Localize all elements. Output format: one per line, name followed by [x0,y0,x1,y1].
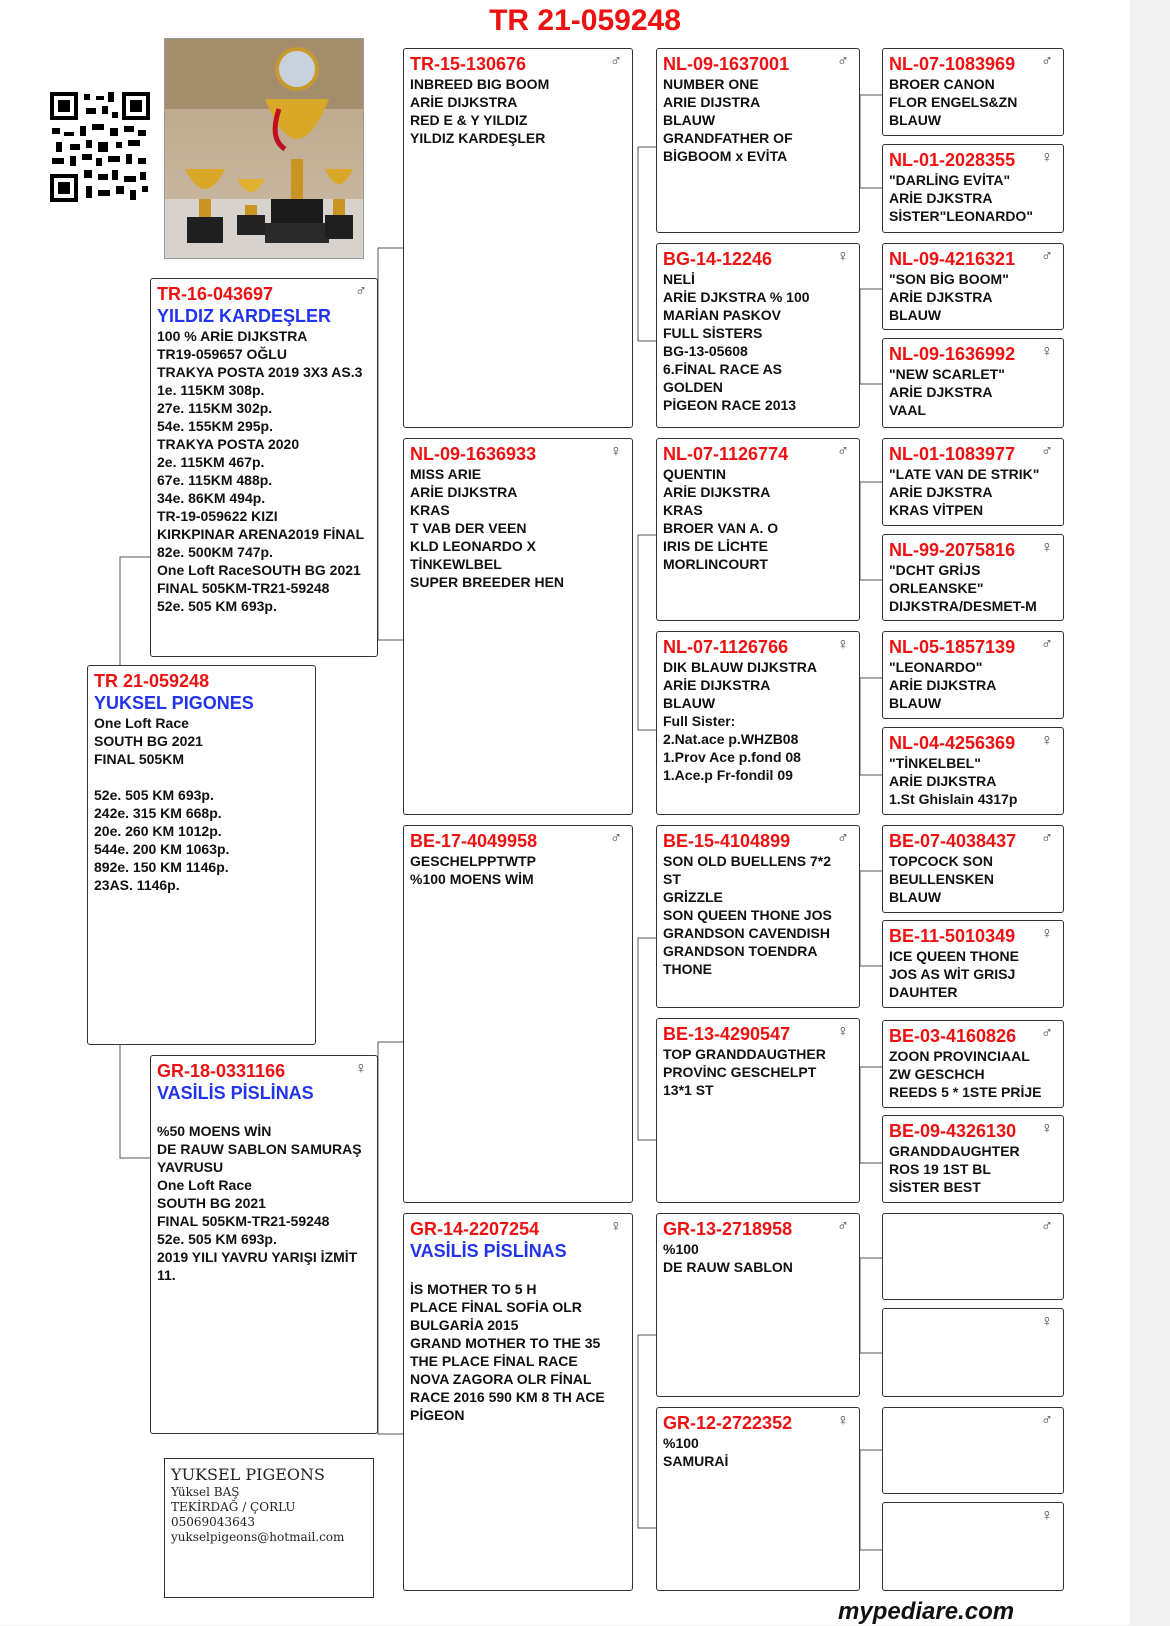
breeder-email[interactable]: yukselpigeons@hotmail.com [171,1530,345,1544]
breeder-name: Yüksel BAŞ [171,1485,240,1499]
pigeon-notes: "DCHT GRİJS ORLEANSKE" DIJKSTRA/DESMET-M [889,562,1037,614]
male-symbol-icon: ♂ [1041,443,1053,460]
pigeon-notes: "NEW SCARLET" ARİE DJKSTRA VAAL [889,366,1005,418]
female-symbol-icon: ♀ [1041,539,1053,556]
pedigree-card-sdd[interactable] [656,631,860,815]
pigeon-notes: MISS ARIE ARİE DIJKSTRA KRAS T VAB DER VEEN KLD LEONARDO X TİNKEWLBEL SUPER BREEDER HEN [410,466,565,590]
ring-number: TR-15-130676 [410,54,527,74]
pigeon-notes: İS MOTHER TO 5 H PLACE FİNAL SOFİA OLR BULGARİA 2015 GRAND MOTHER TO THE 35 THE PLACE FİNAL RACE NOVA ZAGORA OLR FİNAL RACE 2016 590 KM 8 TH ACE PİGEON [410,1281,605,1423]
pigeon-notes: TOPCOCK SON BEULLENSKEN BLAUW [889,853,995,905]
male-symbol-icon: ♂ [837,443,849,460]
pigeon-notes: "LATE VAN DE STRIK" ARİE DJKSTRA KRAS VİTPEN [889,466,1040,518]
pedigree-card-dsd[interactable] [656,1018,860,1203]
pigeon-name: YUKSEL PIGONES [94,693,254,713]
pigeon-notes: 100 % ARİE DIJKSTRA TR19-059657 OĞLU TRAKYA POSTA 2019 3X3 AS.3 1e. 115KM 308p. 27e. 115KM 302p. 54e. 155KM 295p. TRAKYA POSTA 2020 2e. 115KM 467p. 67e. 115KM 488p. 34e. 86KM 494p. TR-19-059622 KIZI KIRKPINAR ARENA2019 FİNAL 82e. 500KM 747p. One Loft RaceSOUTH BG 2021 FINAL 505KM-TR21-59248 52e. 505 KM 693p. [157,328,365,614]
female-symbol-icon: ♀ [1041,1507,1053,1524]
female-symbol-icon: ♀ [610,443,622,460]
female-symbol-icon: ♀ [837,636,849,653]
pedigree-card-ddd[interactable] [656,1407,860,1591]
female-symbol-icon: ♀ [837,248,849,265]
pigeon-notes: NELİ ARİE DJKSTRA % 100 MARİAN PASKOV FULL SİSTERS BG-13-05608 6.FİNAL RACE AS GOLDEN PİGEON RACE 2013 [663,271,810,413]
ring-number: NL-09-1637001 [663,54,790,74]
pedigree-card-dds[interactable] [656,1213,860,1397]
pigeon-notes: GESCHELPPTWTP %100 MOENS WİM [410,853,537,887]
pigeon-notes: ICE QUEEN THONE JOS AS WİT GRISJ DAUHTER [889,948,1019,1000]
ring-number: NL-01-2028355 [889,150,1016,170]
page-title: TR 21-059248 [489,4,681,37]
pedigree-card-g4[interactable] [882,338,1064,428]
male-symbol-icon: ♂ [610,53,622,70]
ring-number: BE-13-4290547 [663,1024,791,1044]
pedigree-card-g16[interactable] [882,1502,1064,1591]
pigeon-notes: "DARLİNG EVİTA" ARİE DJKSTRA SİSTER"LEONARDO" [889,172,1033,224]
pedigree-card-sire-sire[interactable] [403,48,633,428]
female-symbol-icon: ♀ [837,1023,849,1040]
pigeon-notes: BROER CANON FLOR ENGELS&ZN BLAUW [889,76,1018,128]
pigeon-notes: INBREED BIG BOOM ARİE DIJKSTRA RED E & Y YILDIZ YILDIZ KARDEŞLER [410,76,550,146]
female-symbol-icon: ♀ [1041,1120,1053,1137]
breeder-contact-box [164,1458,374,1598]
pedigree-card-g7[interactable] [882,631,1064,719]
male-symbol-icon: ♂ [1041,248,1053,265]
male-symbol-icon: ♂ [1041,1412,1053,1429]
pigeon-notes: One Loft Race SOUTH BG 2021 FINAL 505KM 52e. 505 KM 693p. 242e. 315 KM 668p. 20e. 260 KM 1012p. 544e. 200 KM 1063p. 892e. 150 KM 1146p. 23AS. 1146p. [94,715,230,893]
pigeon-notes: NUMBER ONE ARIE DIJSTRA BLAUW GRANDFATHER OF BİGBOOM x EVİTA [663,76,793,164]
pedigree-card-g12[interactable] [882,1115,1064,1203]
ring-number: NL-09-1636992 [889,344,1016,364]
male-symbol-icon: ♂ [1041,636,1053,653]
female-symbol-icon: ♀ [837,1412,849,1429]
ring-number: NL-05-1857139 [889,637,1016,657]
pedigree-card-g8[interactable] [882,727,1064,815]
footer-watermark: mypediare.com [838,1598,1015,1625]
pedigree-card-g9[interactable] [882,825,1064,913]
pigeon-notes: %100 DE RAUW SABLON [663,1241,793,1275]
male-symbol-icon: ♂ [837,830,849,847]
pedigree-card-dam-sire[interactable] [403,825,633,1203]
ring-number: BE-03-4160826 [889,1026,1017,1046]
female-symbol-icon: ♀ [610,1218,622,1235]
ring-number: NL-07-1083969 [889,54,1016,74]
ring-number: TR-16-043697 [157,284,274,304]
pigeon-notes: %50 MOENS WİN DE RAUW SABLON SAMURAŞ YAVRUSU One Loft Race SOUTH BG 2021 FINAL 505KM-TR21-59248 52e. 505 KM 693p. 2019 YILI YAVRU YARIŞI İZMİT 11. [157,1123,362,1283]
ring-number: BE-09-4326130 [889,1121,1017,1141]
ring-number: NL-01-1083977 [889,444,1016,464]
pigeon-notes: QUENTIN ARİE DIJKSTRA KRAS BROER VAN A. O IRIS DE LİCHTE MORLINCOURT [663,466,779,572]
ring-number: BE-17-4049958 [410,831,538,851]
ring-number: NL-07-1126774 [663,444,789,464]
pigeon-notes: "TİNKELBEL" ARİE DIJKSTRA 1.St Ghislain 4317p [889,755,1018,807]
pedigree-card-g13[interactable] [882,1213,1064,1300]
pedigree-card-g15[interactable] [882,1407,1064,1494]
pigeon-name: YILDIZ KARDEŞLER [157,306,332,326]
pedigree-card-ssd[interactable] [656,243,860,428]
male-symbol-icon: ♂ [610,830,622,847]
pigeon-notes: DIK BLAUW DIJKSTRA ARİE DIJKSTRA BLAUW Full Sister: 2.Nat.ace p.WHZB08 1.Prov Ace p.fond 08 1.Ace.p Fr-fondil 09 [663,659,817,783]
pedigree-card-sire-dam[interactable] [403,438,633,815]
female-symbol-icon: ♀ [1041,1313,1053,1330]
male-symbol-icon: ♂ [1041,53,1053,70]
ring-number: GR-18-0331166 [157,1061,286,1081]
pigeon-name: VASİLİS PİSLİNAS [157,1083,314,1103]
pedigree-card-dss[interactable] [656,825,860,1008]
female-symbol-icon: ♀ [1041,732,1053,749]
pigeon-notes: %100 SAMURAİ [663,1435,729,1469]
ring-number: GR-13-2718958 [663,1219,793,1239]
ring-number: NL-07-1126766 [663,637,789,657]
female-symbol-icon: ♀ [1041,149,1053,166]
female-symbol-icon: ♀ [1041,343,1053,360]
pedigree-card-root[interactable] [87,665,316,1045]
ring-number: BE-07-4038437 [889,831,1017,851]
male-symbol-icon: ♂ [1041,830,1053,847]
ring-number: BE-11-5010349 [889,926,1016,946]
pedigree-card-g2[interactable] [882,144,1064,233]
female-symbol-icon: ♀ [1041,925,1053,942]
ring-number: NL-09-1636933 [410,444,537,464]
ring-number: NL-09-4216321 [889,249,1016,269]
pedigree-card-sire[interactable] [150,278,378,657]
breeder-phone: 05069043643 [171,1515,255,1529]
pedigree-card-g1[interactable] [882,48,1064,136]
pedigree-card-sss[interactable] [656,48,860,233]
pedigree-card-g14[interactable] [882,1308,1064,1397]
male-symbol-icon: ♂ [355,283,367,300]
ring-number: GR-14-2207254 [410,1219,540,1239]
pigeon-notes: TOP GRANDDAUGTHER PROVİNC GESCHELPT 13*1 ST [663,1046,826,1098]
male-symbol-icon: ♂ [837,1218,849,1235]
pedigree-card-dam[interactable] [150,1055,378,1434]
male-symbol-icon: ♂ [837,53,849,70]
pedigree-card-g6[interactable] [882,534,1064,621]
pigeon-notes: SON OLD BUELLENS 7*2 ST GRİZZLE SON QUEEN THONE JOS GRANDSON CAVENDISH GRANDSON TOENDRA THONE [663,853,832,977]
male-symbol-icon: ♂ [1041,1218,1053,1235]
pedigree-card-dam-dam[interactable] [403,1213,633,1591]
ring-number: NL-04-4256369 [889,733,1016,753]
pigeon-notes: "LEONARDO" ARİE DIJKSTRA BLAUW [889,659,997,711]
ring-number: BE-15-4104899 [663,831,791,851]
pedigree-card-sds[interactable] [656,438,860,621]
pigeon-notes: ZOON PROVINCIAAL ZW GESCHCH REEDS 5 * 1STE PRİJE [889,1048,1042,1100]
pigeon-name: VASİLİS PİSLİNAS [410,1241,567,1261]
ring-number: NL-99-2075816 [889,540,1016,560]
pigeon-notes: "SON BİG BOOM" ARİE DJKSTRA BLAUW [889,271,1009,323]
pedigree-card-g11[interactable] [882,1020,1064,1108]
male-symbol-icon: ♂ [1041,1025,1053,1042]
pedigree-card-g10[interactable] [882,920,1064,1008]
female-symbol-icon: ♀ [355,1060,367,1077]
ring-number: BG-14-12246 [663,249,773,269]
pedigree-card-g5[interactable] [882,438,1064,526]
ring-number: TR 21-059248 [94,671,210,691]
pigeon-notes: GRANDDAUGHTER ROS 19 1ST BL SİSTER BEST [889,1143,1020,1195]
pedigree-card-g3[interactable] [882,243,1064,330]
ring-number: GR-12-2722352 [663,1413,793,1433]
breeder-location: TEKİRDAĞ / ÇORLU [171,1500,296,1514]
breeder-loft-name: YUKSEL PIGEONS [171,1465,325,1484]
